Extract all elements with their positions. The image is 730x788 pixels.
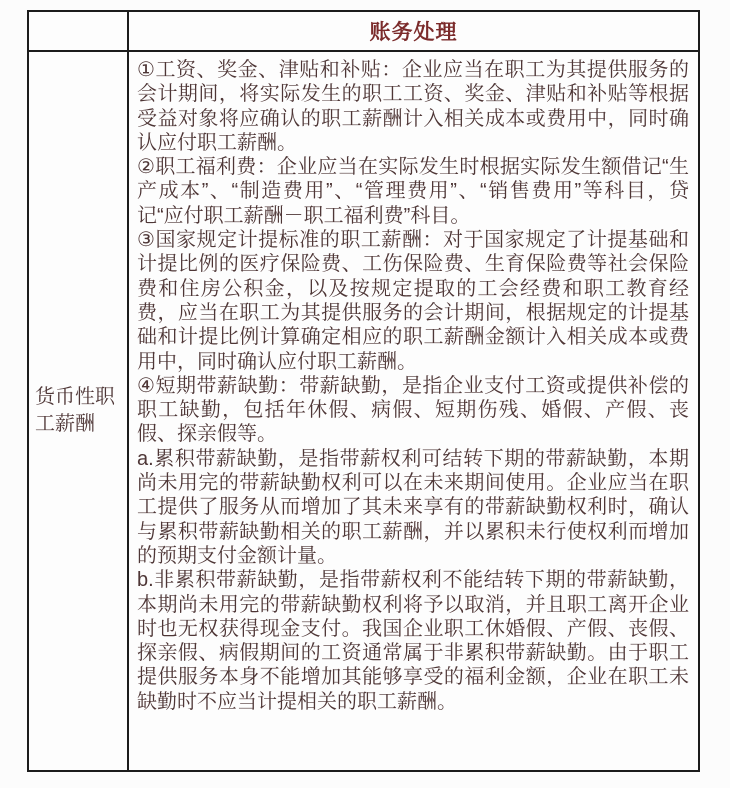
row-label-monetary-employee-compensation: 货币性职工薪酬 bbox=[29, 52, 129, 770]
paragraph-wages-bonuses: ①工资、奖金、津贴和补贴：企业应当在职工为其提供服务的会计期间，将实际发生的职工工资、奖金、津贴和补贴等根据受益对象将应确认的职工薪酬计入相关成本或费用中，同时确认应付职工薪酬。 bbox=[137, 59, 689, 154]
table-corner-cell bbox=[29, 12, 129, 52]
treatment-content-cell bbox=[129, 52, 698, 770]
paragraph-short-term-paid-absence: ④短期带薪缺勤：带薪缺勤，是指企业支付工资或提供补偿的职工缺勤，包括年休假、病假、短期伤残、婚假、产假、丧假、探亲假等。 bbox=[137, 374, 689, 446]
paragraph-state-standards: ③国家规定计提标准的职工薪酬：对于国家规定了计提基础和计提比例的医疗保险费、工伤保险费、生育保险费等社会保险费和住房公积金，以及按规定提取的工会经费和职工教育经费，应当在职工为其提供服务的会计期间，根据规定的计提基础和计提比例计算确定相应的职工薪酬金额计入相关成本或费用中，同时确认应付职工薪酬。 bbox=[137, 229, 689, 373]
paragraph-welfare-fees: ②职工福利费：企业应当在实际发生时根据实际发生额借记“生产成本”、“制造费用”、“管理费用”、“销售费用”等科目，贷记“应付职工薪酬－职工福利费”科目。 bbox=[137, 156, 689, 227]
paragraph-non-accumulating-paid-absence: b.非累积带薪缺勤，是指带薪权利不能结转下期的带薪缺勤，本期尚未用完的带薪缺勤权利将予以取消，并且职工离开企业时也无权获得现金支付。我国企业职工休婚假、产假、丧假、探亲假、病假期间的工资通常属于非累积带薪缺勤。由于职工提供服务本身不能增加其能够享受的福利金额，企业在职工未缺勤时不应当计提相关的职工薪酬。 bbox=[137, 569, 689, 713]
table-header-accounting-treatment: 账务处理 bbox=[129, 12, 698, 52]
accounting-treatment-table bbox=[27, 10, 700, 772]
paragraph-accumulating-paid-absence: a.累积带薪缺勤，是指带薪权利可结转下期的带薪缺勤，本期尚未用完的带薪缺勤权利可以在未来期间使用。企业应当在职工提供了服务从而增加了其未来享有的带薪缺勤权利时，确认与累积带薪缺勤相关的职工薪酬，并以累积未行使权利而增加的预期支付金额计量。 bbox=[137, 447, 689, 567]
